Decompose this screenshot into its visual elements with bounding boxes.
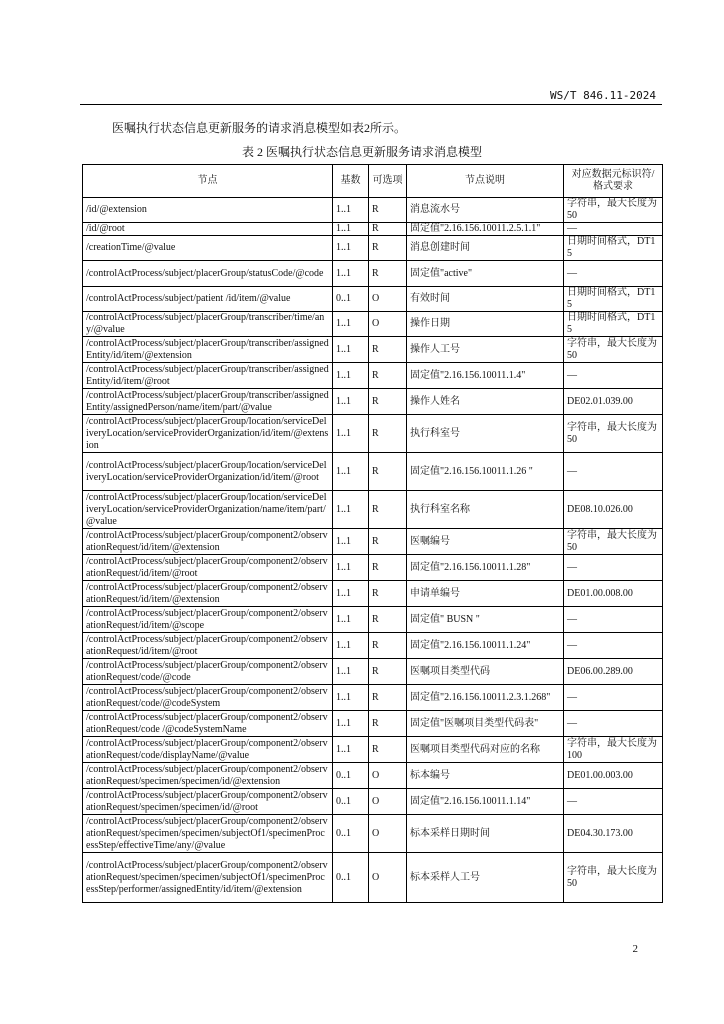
- node-cell: /controlActProcess/subject/placerGroup/component2/observationRequest/code/@code: [83, 659, 333, 685]
- table-row: [83, 261, 663, 287]
- format-cell: —: [564, 261, 663, 287]
- table-caption: 表 2 医嘱执行状态信息更新服务请求消息模型: [241, 145, 482, 159]
- node-cell: /controlActProcess/subject/placerGroup/component2/observationRequest/specimen/specimen/id/@root: [83, 789, 333, 815]
- table-row: [83, 337, 663, 363]
- description-cell: 固定值"2.16.156.10011.1.24": [407, 633, 564, 659]
- table-row: [83, 853, 663, 903]
- table-row: [83, 287, 663, 312]
- table-row: [83, 711, 663, 737]
- optionality-cell: R: [369, 389, 407, 415]
- description-cell: 标本采样日期时间: [407, 815, 564, 853]
- table-row: [83, 815, 663, 853]
- cardinality-cell: 1..1: [333, 555, 369, 581]
- cardinality-cell: 1..1: [333, 236, 369, 261]
- table-row: [83, 363, 663, 389]
- node-cell: /controlActProcess/subject/placerGroup/transcriber/assignedEntity/id/item/@root: [83, 363, 333, 389]
- description-cell: 操作人姓名: [407, 389, 564, 415]
- description-cell: 固定值"2.16.156.10011.2.3.1.268": [407, 685, 564, 711]
- cardinality-cell: 1..1: [333, 607, 369, 633]
- node-cell: /controlActProcess/subject/placerGroup/location/serviceDeliveryLocation/serviceProviderOrganization/id/item/@extension: [83, 415, 333, 453]
- optionality-cell: R: [369, 633, 407, 659]
- description-cell: 固定值"2.16.156.10011.1.26 ": [407, 453, 564, 491]
- cardinality-cell: 1..1: [333, 737, 369, 763]
- message-model-table: [82, 164, 663, 903]
- cardinality-cell: 0..1: [333, 763, 369, 789]
- table-row: [83, 223, 663, 236]
- standard-number: WS/T 846.11-2024: [550, 89, 656, 102]
- table-row: [83, 389, 663, 415]
- optionality-cell: O: [369, 287, 407, 312]
- description-cell: 标本采样人工号: [407, 853, 564, 903]
- node-cell: /controlActProcess/subject/placerGroup/location/serviceDeliveryLocation/serviceProviderOrganization/id/item/@root: [83, 453, 333, 491]
- format-cell: 字符串，最大长度为 50: [564, 853, 663, 903]
- format-cell: —: [564, 555, 663, 581]
- description-cell: 固定值"2.16.156.10011.1.14": [407, 789, 564, 815]
- format-cell: —: [564, 363, 663, 389]
- optionality-cell: O: [369, 853, 407, 903]
- node-cell: /controlActProcess/subject/placerGroup/component2/observationRequest/id/item/@root: [83, 633, 333, 659]
- node-cell: /controlActProcess/subject/placerGroup/component2/observationRequest/id/item/@root: [83, 555, 333, 581]
- cardinality-cell: 0..1: [333, 789, 369, 815]
- optionality-cell: O: [369, 815, 407, 853]
- table-body: [83, 198, 663, 903]
- node-cell: /controlActProcess/subject/placerGroup/component2/observationRequest/specimen/specimen/subjectOf1/specimenProcessStep/performer/assignedEntity/id/item/@extension: [83, 853, 333, 903]
- optionality-cell: O: [369, 312, 407, 337]
- column-header-optionality: 可选项: [369, 165, 407, 198]
- format-cell: 字符串，最大长度为 50: [564, 337, 663, 363]
- node-cell: /controlActProcess/subject/placerGroup/component2/observationRequest/code/@codeSystem: [83, 685, 333, 711]
- cardinality-cell: 1..1: [333, 261, 369, 287]
- column-header-cardinality: 基数: [333, 165, 369, 198]
- description-cell: 医嘱项目类型代码: [407, 659, 564, 685]
- optionality-cell: R: [369, 198, 407, 223]
- table-row: [83, 633, 663, 659]
- format-cell: —: [564, 223, 663, 236]
- optionality-cell: R: [369, 607, 407, 633]
- table-row: [83, 529, 663, 555]
- cardinality-cell: 1..1: [333, 453, 369, 491]
- header-divider: [80, 104, 662, 105]
- table-row: [83, 685, 663, 711]
- optionality-cell: R: [369, 659, 407, 685]
- description-cell: 固定值"2.16.156.10011.1.28": [407, 555, 564, 581]
- cardinality-cell: 0..1: [333, 853, 369, 903]
- format-cell: —: [564, 453, 663, 491]
- column-header-format: 对应数据元标识符/格式要求: [564, 165, 663, 198]
- format-cell: —: [564, 711, 663, 737]
- format-cell: DE02.01.039.00: [564, 389, 663, 415]
- cardinality-cell: 1..1: [333, 337, 369, 363]
- description-cell: 有效时间: [407, 287, 564, 312]
- format-cell: 日期时间格式，DT15: [564, 312, 663, 337]
- description-cell: 固定值" BUSN ": [407, 607, 564, 633]
- table-row: [83, 236, 663, 261]
- description-cell: 固定值"active": [407, 261, 564, 287]
- description-cell: 消息流水号: [407, 198, 564, 223]
- format-cell: 字符串，最大长度为 50: [564, 198, 663, 223]
- cardinality-cell: 1..1: [333, 389, 369, 415]
- optionality-cell: R: [369, 415, 407, 453]
- optionality-cell: O: [369, 763, 407, 789]
- node-cell: /controlActProcess/subject/placerGroup/statusCode/@code: [83, 261, 333, 287]
- cardinality-cell: 1..1: [333, 633, 369, 659]
- description-cell: 申请单编号: [407, 581, 564, 607]
- description-cell: 固定值"医嘱项目类型代码表": [407, 711, 564, 737]
- cardinality-cell: 1..1: [333, 685, 369, 711]
- node-cell: /controlActProcess/subject/placerGroup/transcriber/assignedEntity/assignedPerson/name/item/part/@value: [83, 389, 333, 415]
- optionality-cell: R: [369, 453, 407, 491]
- table-row: [83, 789, 663, 815]
- table-header-row: [83, 165, 663, 198]
- table-row: [83, 312, 663, 337]
- description-cell: 固定值"2.16.156.10011.1.4": [407, 363, 564, 389]
- table-row: [83, 555, 663, 581]
- node-cell: /controlActProcess/subject/placerGroup/component2/observationRequest/id/item/@extension: [83, 529, 333, 555]
- page-number: 2: [632, 943, 638, 955]
- format-cell: DE04.30.173.00: [564, 815, 663, 853]
- node-cell: /controlActProcess/subject/placerGroup/location/serviceDeliveryLocation/serviceProviderOrganization/name/item/part/@value: [83, 491, 333, 529]
- optionality-cell: R: [369, 555, 407, 581]
- cardinality-cell: 1..1: [333, 581, 369, 607]
- node-cell: /controlActProcess/subject/placerGroup/transcriber/assignedEntity/id/item/@extension: [83, 337, 333, 363]
- optionality-cell: R: [369, 581, 407, 607]
- table-row: [83, 415, 663, 453]
- format-cell: 字符串，最大长度为 50: [564, 415, 663, 453]
- cardinality-cell: 1..1: [333, 491, 369, 529]
- format-cell: 字符串，最大长度为 50: [564, 529, 663, 555]
- format-cell: 字符串，最大长度为 100: [564, 737, 663, 763]
- description-cell: 医嘱编号: [407, 529, 564, 555]
- format-cell: 日期时间格式，DT15: [564, 236, 663, 261]
- cardinality-cell: 1..1: [333, 198, 369, 223]
- node-cell: /controlActProcess/subject/placerGroup/component2/observationRequest/specimen/specimen/subjectOf1/specimenProcessStep/effectiveTime/any/@value: [83, 815, 333, 853]
- format-cell: —: [564, 789, 663, 815]
- description-cell: 执行科室号: [407, 415, 564, 453]
- node-cell: /creationTime/@value: [83, 236, 333, 261]
- column-header-node: 节点: [83, 165, 333, 198]
- optionality-cell: R: [369, 363, 407, 389]
- node-cell: /controlActProcess/subject/placerGroup/component2/observationRequest/id/item/@extension: [83, 581, 333, 607]
- table-row: [83, 607, 663, 633]
- optionality-cell: R: [369, 685, 407, 711]
- optionality-cell: R: [369, 236, 407, 261]
- table-row: [83, 737, 663, 763]
- description-cell: 操作人工号: [407, 337, 564, 363]
- node-cell: /id/@root: [83, 223, 333, 236]
- optionality-cell: R: [369, 529, 407, 555]
- table-row: [83, 581, 663, 607]
- optionality-cell: R: [369, 337, 407, 363]
- format-cell: —: [564, 607, 663, 633]
- table-row: [83, 198, 663, 223]
- format-cell: DE08.10.026.00: [564, 491, 663, 529]
- table-row: [83, 453, 663, 491]
- description-cell: 消息创建时间: [407, 236, 564, 261]
- node-cell: /controlActProcess/subject/placerGroup/component2/observationRequest/specimen/specimen/id/@extension: [83, 763, 333, 789]
- format-cell: 日期时间格式，DT15: [564, 287, 663, 312]
- column-header-description: 节点说明: [407, 165, 564, 198]
- cardinality-cell: 1..1: [333, 711, 369, 737]
- node-cell: /controlActProcess/subject/placerGroup/transcriber/time/any/@value: [83, 312, 333, 337]
- table-row: [83, 659, 663, 685]
- description-cell: 固定值"2.16.156.10011.2.5.1.1": [407, 223, 564, 236]
- table-row: [83, 763, 663, 789]
- cardinality-cell: 0..1: [333, 287, 369, 312]
- optionality-cell: R: [369, 223, 407, 236]
- format-cell: —: [564, 633, 663, 659]
- format-cell: DE06.00.289.00: [564, 659, 663, 685]
- format-cell: DE01.00.003.00: [564, 763, 663, 789]
- optionality-cell: O: [369, 789, 407, 815]
- cardinality-cell: 1..1: [333, 223, 369, 236]
- optionality-cell: R: [369, 261, 407, 287]
- node-cell: /id/@extension: [83, 198, 333, 223]
- description-cell: 标本编号: [407, 763, 564, 789]
- node-cell: /controlActProcess/subject/placerGroup/component2/observationRequest/code/displayName/@value: [83, 737, 333, 763]
- cardinality-cell: 1..1: [333, 659, 369, 685]
- description-cell: 操作日期: [407, 312, 564, 337]
- description-cell: 执行科室名称: [407, 491, 564, 529]
- cardinality-cell: 1..1: [333, 415, 369, 453]
- cardinality-cell: 1..1: [333, 529, 369, 555]
- cardinality-cell: 0..1: [333, 815, 369, 853]
- optionality-cell: R: [369, 711, 407, 737]
- intro-paragraph: 医嘱执行状态信息更新服务的请求消息模型如表2所示。: [112, 121, 407, 135]
- cardinality-cell: 1..1: [333, 363, 369, 389]
- cardinality-cell: 1..1: [333, 312, 369, 337]
- format-cell: DE01.00.008.00: [564, 581, 663, 607]
- description-cell: 医嘱项目类型代码对应的名称: [407, 737, 564, 763]
- optionality-cell: R: [369, 491, 407, 529]
- node-cell: /controlActProcess/subject/patient /id/item/@value: [83, 287, 333, 312]
- node-cell: /controlActProcess/subject/placerGroup/component2/observationRequest/id/item/@scope: [83, 607, 333, 633]
- table-row: [83, 491, 663, 529]
- format-cell: —: [564, 685, 663, 711]
- node-cell: /controlActProcess/subject/placerGroup/component2/observationRequest/code /@codeSystemName: [83, 711, 333, 737]
- optionality-cell: R: [369, 737, 407, 763]
